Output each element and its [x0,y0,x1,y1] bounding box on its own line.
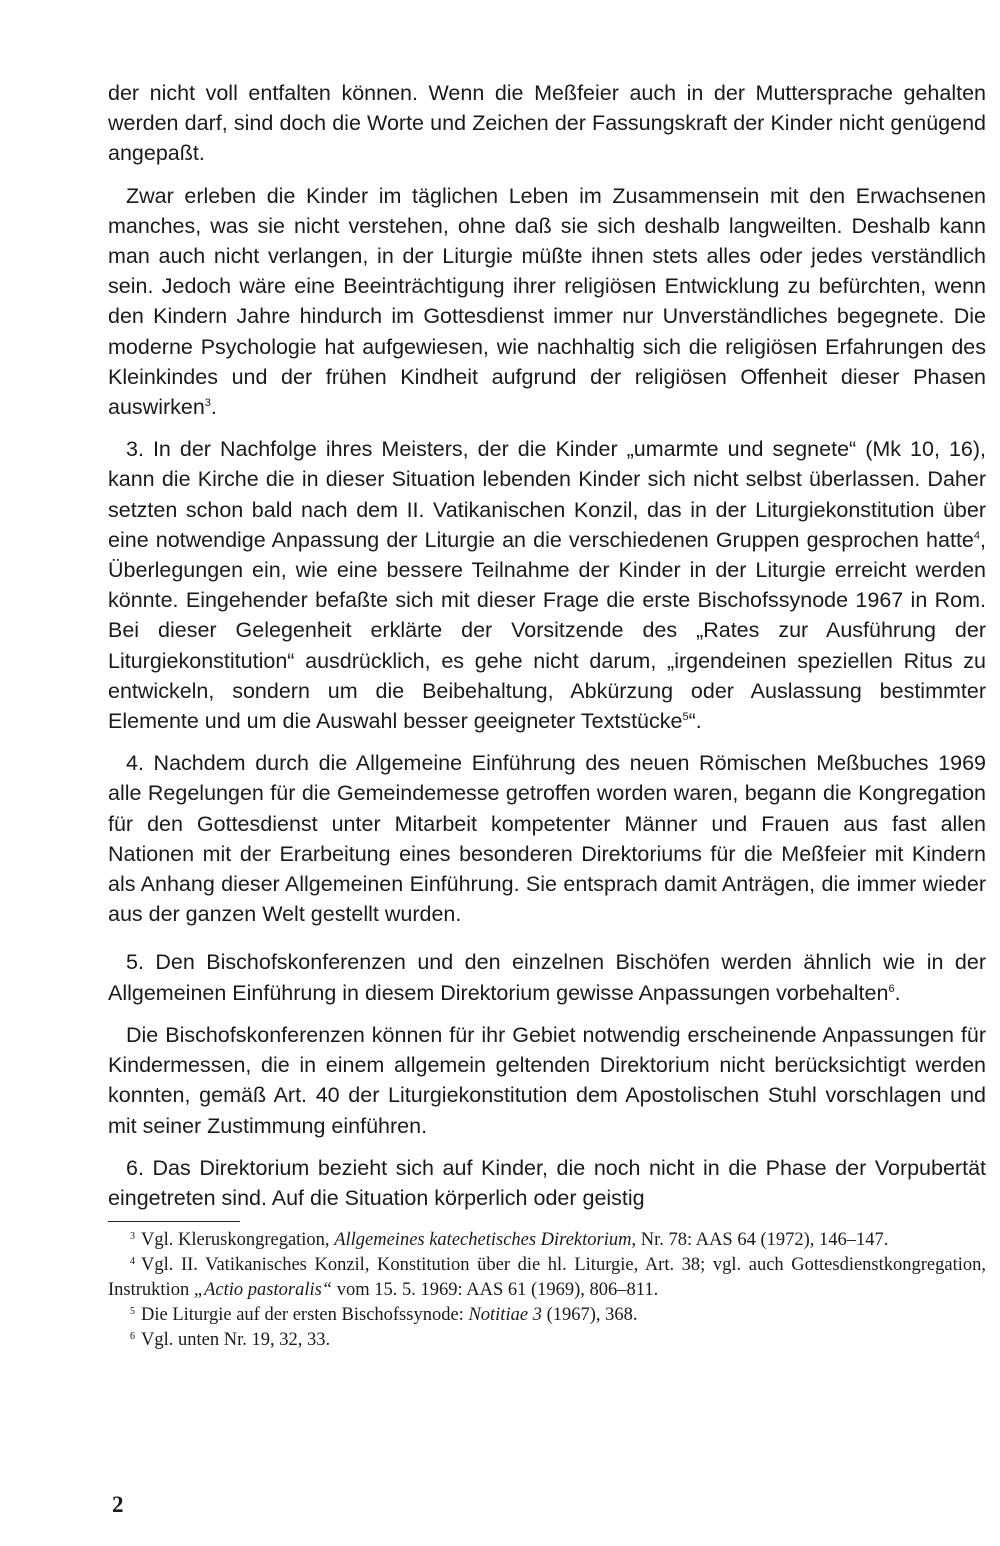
footnote-4 [108,1253,986,1303]
footnote-title: Notitiae 3 [468,1305,542,1326]
footnote-ref-5: 5 [682,711,689,724]
footnote-title: Allgemeines katechetisches Direktorium [334,1230,632,1251]
footnote-text: Vgl. unten Nr. 19, 32, 33. [141,1330,331,1351]
paragraph-3-end: “. [688,709,702,734]
footnote-text: Vgl. Kleruskongregation, [141,1230,335,1251]
body-text [108,78,986,1213]
footnote-text: , Nr. 78: AAS 64 (1972), 146–147. [631,1230,889,1251]
footnotes [108,1228,986,1353]
page-number: 2 [112,1492,124,1517]
paragraph-3-text-a: 3. In der Nachfolge ihres Meisters, der die Kinder „umarmte und segnete“ (Mk 10, 16), kann die Kirche die in dieser Situation lebenden Kinder sich nicht selbst überlassen. Daher setzten schon bald nach dem II. Vatikanischen Konzil, das in der Liturgiekonstitution über eine notwendige Anpassung der Liturgie an die verschiedenen Gruppen gesprochen hatte [108,437,986,552]
footnote-title: „Actio pastoralis“ [193,1280,333,1301]
footnote-mark: 6 [130,1331,135,1343]
footnote-3 [108,1228,986,1253]
footnote-ref-3: 3 [204,397,211,410]
paragraph-3 [108,434,986,736]
paragraph-1: der nicht voll entfalten können. Wenn die Meßfeier auch in der Muttersprache gehalten werden darf, sind doch die Worte und Zeichen der Fassungskraft der Kinder nicht genügend angepaßt. [108,81,986,166]
footnote-mark: 3 [130,1231,135,1243]
footnote-mark: 5 [130,1306,135,1318]
footnote-mark: 4 [130,1256,135,1268]
footnote-text: Die Liturgie auf der ersten Bischofssynode: [141,1305,469,1326]
footnote-6 [108,1328,986,1353]
paragraph-5-end: . [894,980,901,1005]
footnote-ref-6: 6 [888,982,895,995]
paragraph-3-text-b: , Überlegungen ein, wie eine bessere Teilnahme der Kinder in der Liturgie erreicht werden könnte. Eingehender befaßte sich mit dieser Frage die erste Bischofssynode 1967 in Rom. Bei dieser Gelegenheit erklärte der Vorsitzende des „Rates zur Ausführung der Liturgiekonstitution“ ausdrücklich, es gehe nicht darum, „irgendeinen speziellen Ritus zu entwickeln, sondern um die Beibehaltung, Abkürzung oder Auslassung bestimmter Elemente und um die Auswahl besser geeigneter Textstücke [108,527,986,734]
footnote-divider [108,1221,240,1222]
paragraph-2-end: . [210,395,217,420]
footnote-ref-4: 4 [973,529,981,542]
paragraph-2 [108,181,986,423]
paragraph-5-text: 5. Den Bischofskonferenzen und den einzelnen Bischöfen werden ähnlich wie in der Allgemeinen Einführung in diesem Direktorium gewisse Anpassungen vorbehalten [108,950,986,1005]
paragraph-7: 6. Das Direktorium bezieht sich auf Kinder, die noch nicht in die Phase der Vorpubertät eingetreten sind. Auf die Situation körperlich oder geistig [108,1155,986,1210]
footnote-5 [108,1303,986,1328]
footnote-text: (1967), 368. [541,1305,638,1326]
footnote-text: Vgl. II. Vatikanisches Konzil, Konstitution über die hl. Liturgie, Art. 38; vgl. auch Gottesdienstkongregation, Instruktion [108,1255,986,1301]
paragraph-6: Die Bischofskonferenzen können für ihr Gebiet notwendig erscheinende Anpassungen für Kindermessen, die in einem allgemein geltenden Direktorium nicht berücksichtigt werden konnten, gemäß Art. 40 der Liturgiekonstitution dem Apostolischen Stuhl vorschlagen und mit seiner Zustimmung einführen. [108,1022,986,1138]
paragraph-4: 4. Nachdem durch die Allgemeine Einführung des neuen Römischen Meßbuches 1969 alle Regelungen für die Gemeindemesse getroffen worden waren, begann die Kongregation für den Gottesdienst unter Mitarbeit kompetenter Männer und Frauen aus fast allen Nationen mit der Erarbeitung eines besonderen Direktoriums für die Meßfeier mit Kindern als Anhang dieser Allgemeinen Einführung. Sie entsprach damit Anträgen, die immer wieder aus der ganzen Welt gestellt wurden. [108,751,986,927]
paragraph-5 [108,947,986,1007]
paragraph-2-text: Zwar erleben die Kinder im täglichen Leben im Zusammensein mit den Erwachsenen manches, was sie nicht verstehen, ohne daß sie sich deshalb langweilten. Deshalb kann man auch nicht verlangen, in der Liturgie müßte ihnen stets alles oder jedes verständlich sein. Jedoch wäre eine Beeinträchtigung ihrer religiösen Entwicklung zu befürchten, wenn den Kindern Jahre hindurch im Gottesdienst immer nur Unverständliches begegnete. Die moderne Psychologie hat aufgewiesen, wie nachhaltig sich die religiösen Erfahrungen des Kleinkindes und der frühen Kindheit aufgrund der religiösen Offenheit dieser Phasen auswirken [108,183,986,420]
footnote-text: vom 15. 5. 1969: AAS 61 (1969), 806–811. [332,1280,659,1301]
